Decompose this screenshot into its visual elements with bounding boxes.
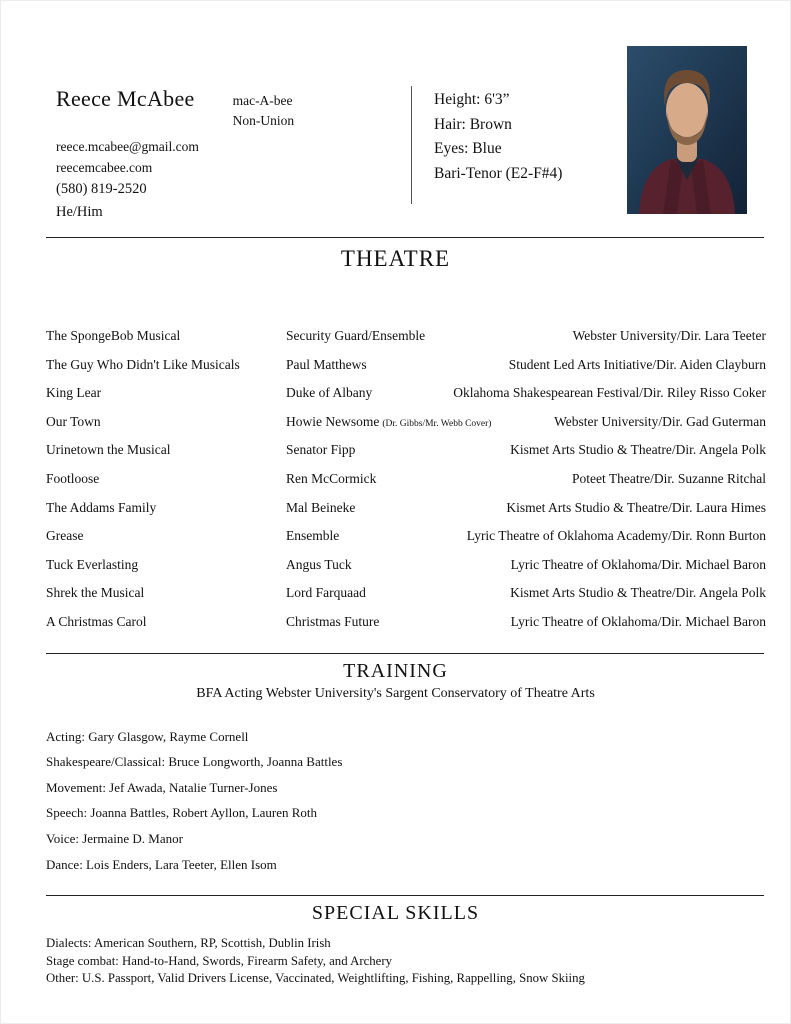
section-divider-top — [46, 237, 764, 238]
headshot-photo — [627, 46, 747, 214]
credit-show: The Guy Who Didn't Like Musicals — [46, 356, 240, 372]
special-skills-section-title: SPECIAL SKILLS — [311, 902, 480, 925]
credit-role — [286, 408, 491, 439]
section-divider-training — [46, 653, 764, 654]
credit-show: Our Town — [46, 413, 101, 429]
stat-eyes: Eyes: Blue — [434, 140, 502, 157]
pronouns-text: He/Him — [56, 203, 103, 220]
theatre-credits-table — [46, 322, 766, 637]
special-skills-list — [46, 935, 764, 987]
contact-lines — [56, 136, 411, 223]
table-row — [46, 551, 766, 580]
list-item: Speech: Joanna Battles, Robert Ayllon, Lauren Roth — [46, 805, 318, 821]
credit-role-text: Ensemble — [286, 528, 340, 544]
table-row — [46, 465, 766, 494]
credit-role — [286, 351, 370, 382]
credit-company: Lyric Theatre of Oklahoma Academy/Dir. Ronn Burton — [466, 528, 766, 544]
credit-company: Oklahoma Shakespearean Festival/Dir. Riley Risso Coker — [453, 385, 766, 401]
credit-role — [286, 322, 428, 353]
credit-company: Kismet Arts Studio & Theatre/Dir. Laura Himes — [506, 499, 766, 515]
credit-company: Kismet Arts Studio & Theatre/Dir. Angela Polk — [510, 442, 766, 458]
theatre-section-title: THEATRE — [340, 246, 451, 271]
credit-company: Student Led Arts Initiative/Dir. Aiden Clayburn — [508, 356, 766, 372]
credit-role — [286, 465, 379, 496]
credit-company: Kismet Arts Studio & Theatre/Dir. Angela Polk — [510, 585, 766, 601]
list-item: Dance: Lois Enders, Lara Teeter, Ellen Isom — [46, 856, 277, 872]
list-item: Movement: Jef Awada, Natalie Turner-Jones — [46, 779, 278, 795]
table-row — [46, 408, 766, 437]
stat-voice-range: Bari-Tenor (E2-F#4) — [434, 164, 563, 182]
credit-company: Lyric Theatre of Oklahoma/Dir. Michael Baron — [510, 556, 766, 572]
website-text: reecemcabee.com — [56, 160, 153, 175]
actor-name: Reece McAbee — [56, 86, 195, 111]
credit-company: Webster University/Dir. Lara Teeter — [572, 328, 766, 343]
table-row — [46, 522, 766, 551]
credit-role-text: Angus Tuck — [286, 556, 352, 572]
credit-role-text: Lord Farquaad — [286, 585, 366, 601]
phone-text: (580) 819-2520 — [56, 181, 147, 197]
credit-company: Webster University/Dir. Gad Guterman — [554, 413, 766, 429]
stat-hair: Hair: Brown — [434, 115, 512, 133]
table-row — [46, 322, 766, 351]
credit-role-text: Ren McCormick — [286, 470, 377, 486]
training-subtitle: BFA Acting Webster University's Sargent Conservatory of Theatre Arts — [196, 685, 595, 701]
credit-role — [286, 608, 382, 639]
credit-show: Tuck Everlasting — [46, 556, 139, 572]
credit-role-text: Paul Matthews — [286, 356, 367, 372]
stat-height: Height: 6'3” — [434, 91, 510, 108]
name-pronunciation: mac-A-bee — [232, 93, 293, 108]
credit-company: Lyric Theatre of Oklahoma/Dir. Michael Baron — [510, 613, 766, 629]
credit-show: A Christmas Carol — [46, 613, 147, 629]
training-section-title: TRAINING — [343, 659, 448, 682]
resume-header — [1, 1, 790, 223]
credit-role — [286, 379, 375, 410]
table-row — [46, 494, 766, 523]
credit-show: The SpongeBob Musical — [46, 328, 181, 343]
name-row — [56, 86, 411, 131]
credit-role — [286, 579, 369, 610]
email-text: reece.mcabee@gmail.com — [56, 139, 199, 154]
stats-block — [412, 46, 627, 186]
credit-role — [286, 551, 355, 582]
pronunciation-union-block — [233, 86, 295, 131]
table-row — [46, 379, 766, 408]
union-status: Non-Union — [232, 113, 295, 128]
credit-show: The Addams Family — [46, 499, 157, 515]
section-divider-skills — [46, 895, 764, 896]
list-item: Shakespeare/Classical: Bruce Longworth, Joanna Battles — [46, 754, 343, 770]
table-row — [46, 579, 766, 608]
credit-role-text: Senator Fipp — [286, 442, 356, 458]
table-row — [46, 351, 766, 380]
list-item: Dialects: American Southern, RP, Scottish, Dublin Irish — [46, 936, 331, 951]
contact-block — [56, 46, 411, 223]
credit-role-text: Security Guard/Ensemble — [286, 328, 426, 343]
credit-role-text: Mal Beineke — [286, 499, 356, 515]
table-row — [46, 608, 766, 637]
credit-show: Shrek the Musical — [46, 585, 145, 601]
credit-show: King Lear — [46, 385, 102, 401]
credit-show: Urinetown the Musical — [46, 442, 171, 458]
credit-role-text: Christmas Future — [286, 613, 380, 629]
credit-role — [286, 522, 342, 553]
list-item: Other: U.S. Passport, Valid Drivers License, Vaccinated, Weightlifting, Fishing, Rappelling, Snow Skiing — [46, 970, 585, 985]
credit-show: Grease — [46, 528, 84, 544]
list-item: Acting: Gary Glasgow, Rayme Cornell — [46, 728, 249, 744]
credit-role-text: Howie Newsome — [286, 413, 380, 429]
credit-company: Poteet Theatre/Dir. Suzanne Ritchal — [572, 470, 766, 486]
list-item: Voice: Jermaine D. Manor — [46, 830, 183, 846]
credit-role-text: Duke of Albany — [286, 385, 373, 401]
training-list — [46, 724, 764, 878]
table-row — [46, 436, 766, 465]
credit-role-note: (Dr. Gibbs/Mr. Webb Cover) — [382, 418, 492, 429]
credit-show: Footloose — [46, 470, 100, 486]
credit-role — [286, 494, 358, 525]
credit-role — [286, 436, 358, 467]
list-item: Stage combat: Hand-to-Hand, Swords, Firearm Safety, and Archery — [46, 953, 393, 968]
